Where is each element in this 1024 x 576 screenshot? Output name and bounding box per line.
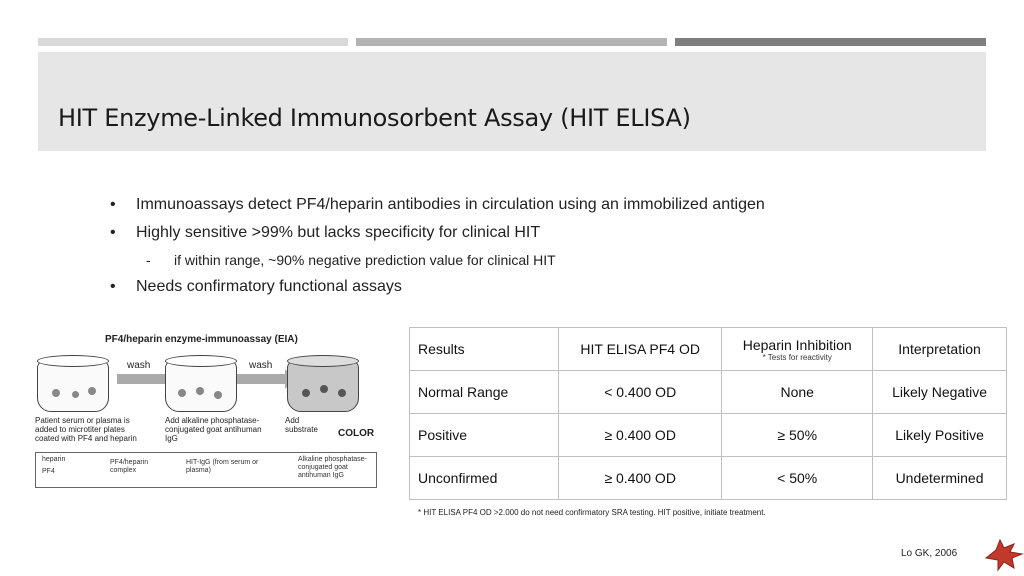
header-elisa: HIT ELISA PF4 OD	[559, 328, 722, 371]
title-band	[38, 52, 986, 151]
legend-conjugate: Alkaline phosphatase-conjugated goat antihuman IgG	[298, 456, 367, 479]
color-label: COLOR	[338, 428, 375, 439]
citation: Lo GK, 2006	[901, 548, 958, 559]
sub-bullet-item: - if within range, ~90% negative prediction value for clinical HIT	[108, 247, 848, 273]
header-heparin-label: Heparin Inhibition	[742, 336, 852, 353]
table-row	[410, 371, 1007, 414]
cell-od: < 0.400 OD	[559, 371, 722, 414]
cell-od: ≥ 0.400 OD	[559, 457, 722, 500]
cell-interpretation: Likely Negative	[873, 371, 1007, 414]
table-footnote: * HIT ELISA PF4 OD >2.000 do not need confirmatory SRA testing. HIT positive, initiate treatment.	[418, 508, 766, 517]
cell-result: Positive	[410, 414, 559, 457]
progress-bar-segment-3	[675, 38, 986, 46]
header-interpretation: Interpretation	[873, 328, 1007, 371]
legend-complex: PF4/heparin complex	[110, 459, 149, 474]
legend-heparin: heparin	[42, 456, 66, 463]
bullet-list	[108, 191, 848, 301]
microtiter-well-1	[37, 360, 109, 412]
header-heparin-inhibition	[722, 328, 873, 371]
bullet-item: • Highly sensitive >99% but lacks specificity for clinical HIT	[108, 219, 848, 247]
microtiter-well-3	[287, 360, 359, 412]
diagram-title: PF4/heparin enzyme-immunoassay (EIA)	[105, 334, 298, 345]
step-3-caption: Add substrate	[285, 416, 318, 434]
table-header-row	[410, 328, 1007, 371]
table-row	[410, 414, 1007, 457]
wash-arrow-icon	[237, 374, 285, 384]
header-heparin-note: * Tests for reactivity	[762, 352, 832, 362]
header-results: Results	[410, 328, 559, 371]
legend-pf4: PF4	[42, 468, 55, 475]
cell-result: Normal Range	[410, 371, 559, 414]
cell-interpretation: Undetermined	[873, 457, 1007, 500]
step-2-caption: Add alkaline phosphatase-conjugated goat antihuman IgG	[165, 416, 262, 443]
wash-arrow-icon	[117, 374, 165, 384]
slide-title: HIT Enzyme-Linked Immunosorbent Assay (HIT ELISA)	[58, 104, 691, 132]
table-row	[410, 457, 1007, 500]
microtiter-well-2	[165, 360, 237, 412]
diagram-legend	[35, 452, 377, 488]
cell-inhibition: < 50%	[722, 457, 873, 500]
cell-inhibition: None	[722, 371, 873, 414]
results-table	[409, 327, 1007, 500]
wash-label: wash	[249, 360, 273, 371]
cell-interpretation: Likely Positive	[873, 414, 1007, 457]
progress-bar-segment-2	[356, 38, 667, 46]
wash-label: wash	[127, 360, 151, 371]
cell-result: Unconfirmed	[410, 457, 559, 500]
bullet-item: • Needs confirmatory functional assays	[108, 273, 848, 301]
legend-hit-igg: HIT-IgG (from serum or plasma)	[186, 459, 259, 474]
cell-inhibition: ≥ 50%	[722, 414, 873, 457]
cell-od: ≥ 0.400 OD	[559, 414, 722, 457]
step-1-caption: Patient serum or plasma is added to microtiter plates coated with PF4 and heparin	[35, 416, 137, 443]
bullet-item: • Immunoassays detect PF4/heparin antibodies in circulation using an immobilized antigen	[108, 191, 848, 219]
progress-bar-segment-1	[38, 38, 348, 46]
eia-diagram	[35, 330, 380, 490]
red-dragon-logo-icon	[984, 536, 1024, 572]
